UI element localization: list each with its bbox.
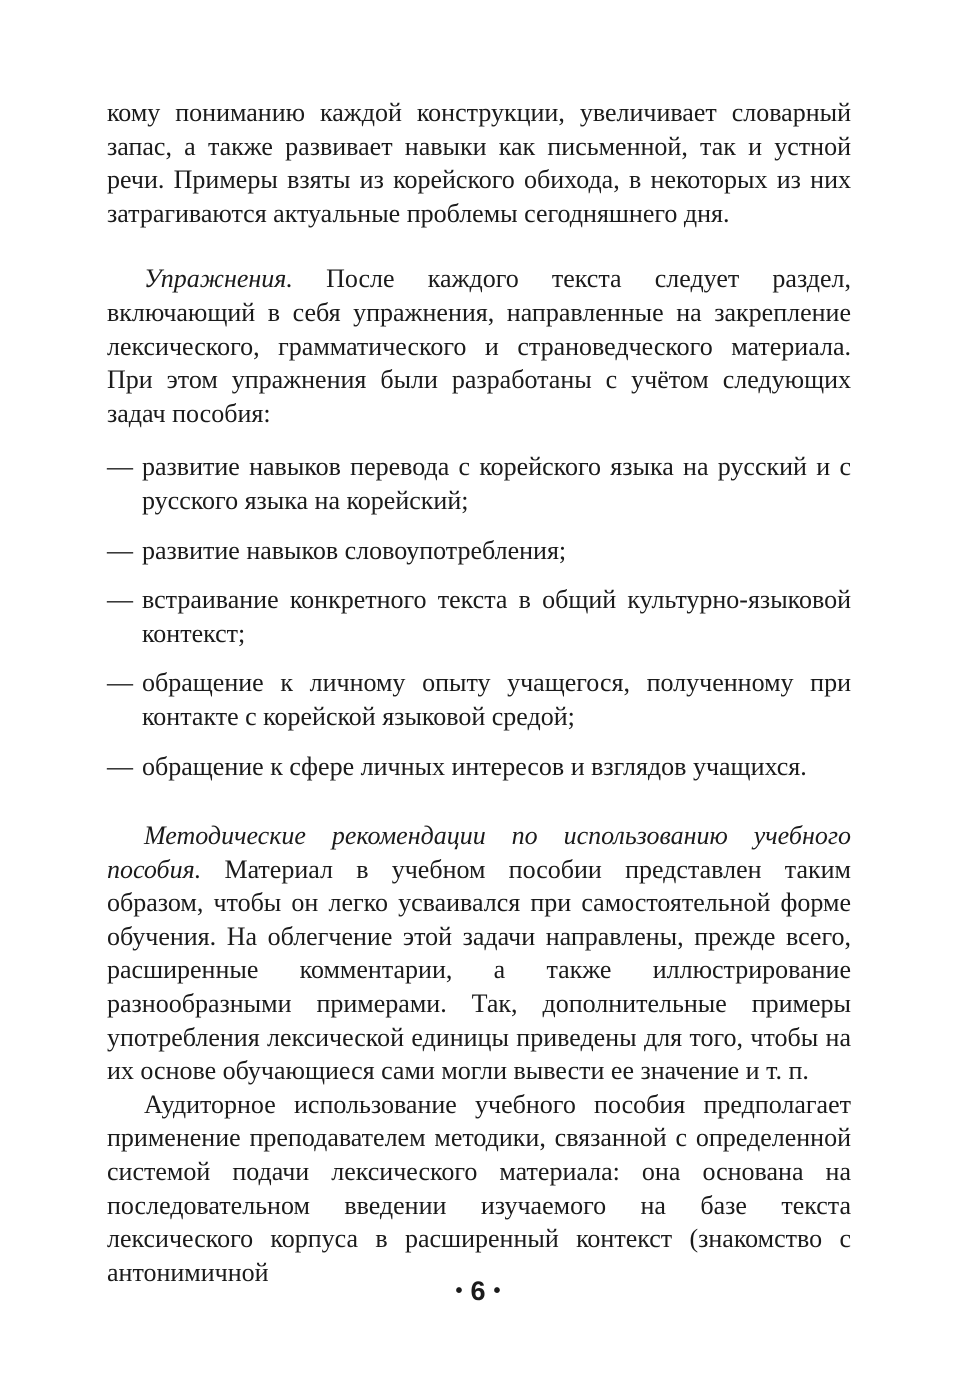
methodology-text: Материал в учебном пособии представлен таким образом, чтобы он легко усваивался при самостоятельной форме обучения. На облегчение этой задачи направлены, прежде всего, расширенные комментарии, а также иллюстрирование разнообразными примерами. Так, дополнительные примеры употребления лексической единицы приведены для того, чтобы на их основе обучающиеся сами могли вывести ее значение и т. п. [107,854,851,1086]
dash-marker: — [107,585,133,615]
task-list [107,450,851,783]
dash-marker: — [107,751,133,781]
list-item-text: развитие навыков словоупотребления; [142,535,567,565]
list-item [107,534,851,568]
page-footer [0,1276,957,1307]
list-item [107,583,851,650]
exercises-text: После каждого текста следует раздел, включающий в себя упражнения, направленные на закрепление лексического, грамматического и страноведческого материала. При этом упражнения были разработаны с учётом следующих задач пособия: [107,264,851,428]
bullet-left: • [455,1280,464,1302]
paragraph-methodology [107,819,851,1088]
list-item-text: развитие навыков перевода с корейского языка на русский и с русского языка на корейский; [142,452,851,515]
list-item [107,750,851,784]
paragraph-exercises [107,262,851,430]
bullet-right: • [493,1280,502,1302]
list-item [107,666,851,733]
paragraph-gap [107,430,851,450]
dash-marker: — [107,535,133,565]
page-number: 6 [470,1276,487,1306]
list-item-text: обращение к сфере личных интересов и взглядов учащихся. [142,751,807,781]
body-text [107,96,851,1289]
paragraph-classroom: Аудиторное использование учебного пособия предполагает применение преподавателем методики, связанной с определенной системой подачи лексического материала: она основана на последовательном введении изучаемого на базе текста лексического корпуса в расширенный контекст (знакомство с антонимичной [107,1089,851,1287]
dash-marker: — [107,452,133,482]
methodology-heading: Методические рекомендации по использованию учебного пособия. [107,821,851,884]
exercises-heading: Упражнения. [144,264,293,294]
list-item [107,450,851,517]
dash-marker: — [107,668,133,698]
list-item-text: обращение к личному опыту учащегося, полученному при контакте с корейской языковой средой; [142,668,851,731]
paragraph-gap [107,799,851,819]
paragraph-gap [107,230,851,262]
list-item-text: встраивание конкретного текста в общий культурно-языковой контекст; [142,585,851,648]
paragraph-1: кому пониманию каждой конструкции, увеличивает словарный запас, а также развивает навыки как письменной, так и устной речи. Примеры взяты из корейского обихода, в некоторых из них затрагиваются актуальные проблемы сегодняшнего дня. [107,98,851,228]
